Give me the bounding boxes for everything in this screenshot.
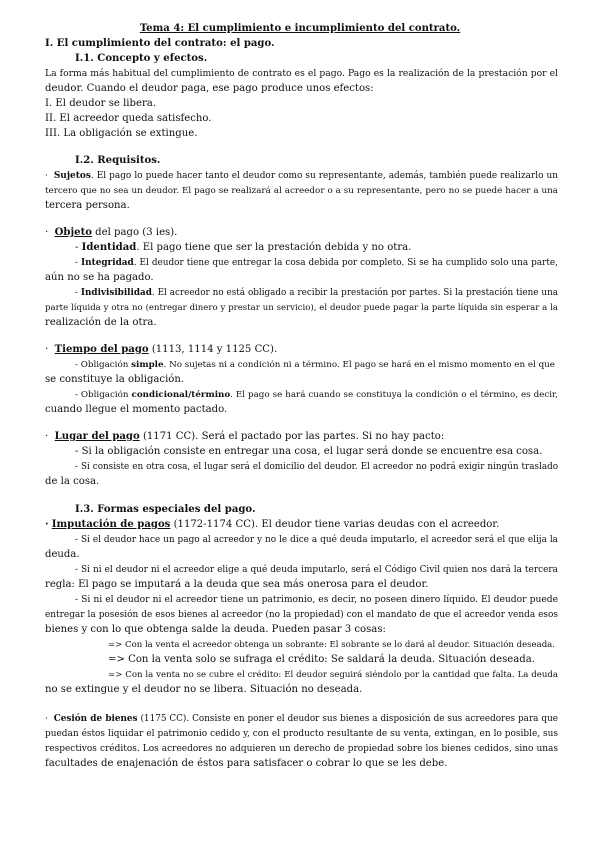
paragraph-line bbox=[45, 518, 558, 533]
text: . El acreedor no está obligado a recibir la prestación por partes. Si la prestación tiene una bbox=[151, 288, 558, 298]
result-item: => Con la venta solo se sufraga el crédito: Se saldará la deuda. Situación deseada. bbox=[108, 654, 535, 665]
dash: - bbox=[75, 258, 81, 268]
text: (1171 CC). Será el pactado por las partes. Si no hay pacto: bbox=[139, 431, 445, 442]
paragraph-line: se constituye la obligación. bbox=[45, 374, 185, 385]
term: Identidad bbox=[81, 242, 137, 253]
paragraph-line bbox=[75, 286, 558, 301]
paragraph-line bbox=[75, 358, 558, 373]
paragraph-line bbox=[75, 241, 558, 256]
term: Integridad bbox=[80, 258, 134, 268]
text: . El pago lo puede hacer tanto el deudor como su representante, además, también puede realizarlo un bbox=[90, 171, 558, 181]
paragraph-line: - Si ni el deudor ni el acreedor tiene un patrimonio, es decir, no poseen dinero líquido. El deudor puede bbox=[75, 595, 558, 605]
subsection-heading: I.1. Concepto y efectos. bbox=[75, 53, 208, 64]
effect-item: III. La obligación se extingue. bbox=[45, 128, 198, 139]
bullet: · bbox=[45, 431, 49, 442]
paragraph-line: - Si consiste en otra cosa, el lugar será el domicilio del deudor. El acreedor no podrá exigir ningún traslado bbox=[75, 462, 558, 472]
document-title: Tema 4: El cumplimiento e incumplimiento del contrato. bbox=[139, 23, 461, 34]
effect-item: I. El deudor se libera. bbox=[45, 98, 157, 109]
paragraph-line bbox=[45, 169, 558, 184]
dash: - bbox=[75, 288, 81, 298]
text: del pago (3 ies). bbox=[91, 227, 178, 238]
term: condicional/término bbox=[131, 390, 231, 400]
paragraph-line: tercera persona. bbox=[45, 200, 130, 211]
subsection-heading: I.2. Requisitos. bbox=[75, 155, 161, 166]
paragraph-line: cuando llegue el momento pactado. bbox=[45, 404, 228, 415]
paragraph-line: respectivos créditos. Los acreedores no adquieren un derecho de propiedad sobre los bienes cedidos, sino unas bbox=[45, 744, 558, 754]
bullet: · bbox=[45, 171, 48, 181]
text: . El pago tiene que ser la prestación debida y no otra. bbox=[136, 242, 412, 253]
paragraph-line: tercero que no sea un deudor. El pago se realizará al acreedor o a su representante, pero no se puede hacer a una bbox=[45, 186, 558, 196]
text: (1172-1174 CC). El deudor tiene varias deudas con el acreedor. bbox=[170, 519, 500, 530]
paragraph-line: puedan éstos liquidar el patrimonio cedido y, con el producto resultante de su venta, extingan, en lo posible, sus bbox=[45, 729, 558, 739]
paragraph-line bbox=[45, 712, 558, 727]
paragraph-line: bienes y con lo que obtenga salde la deuda. Pueden pasar 3 cosas: bbox=[45, 624, 386, 635]
bullet: · bbox=[45, 344, 49, 355]
bullet: · bbox=[45, 714, 48, 724]
dash: - bbox=[75, 242, 82, 253]
text: . No sujetas ni a condición ni a término. El pago se hará en el mismo momento en el que bbox=[163, 360, 555, 370]
paragraph-line bbox=[45, 343, 558, 358]
paragraph-line bbox=[45, 226, 558, 241]
paragraph-line: entregar la posesión de esos bienes al acreedor (no la propiedad) con el mandato de que el acreedor venda esos bbox=[45, 610, 558, 620]
paragraph-line bbox=[45, 430, 558, 445]
text: . El deudor tiene que entregar la cosa debida por completo. Si se ha cumplido solo una parte, bbox=[133, 258, 558, 268]
text: - Obligación bbox=[75, 360, 132, 370]
paragraph-line: deuda. bbox=[45, 549, 80, 560]
bullet: · bbox=[45, 519, 49, 530]
paragraph-line bbox=[75, 388, 558, 403]
paragraph-line: parte líquida y otra no (entregar dinero y prestar un servicio), el deudor puede pagar la parte líquida sin esperar a la bbox=[45, 303, 558, 313]
section-heading: I. El cumplimiento del contrato: el pago. bbox=[45, 38, 275, 49]
text: - Obligación bbox=[75, 390, 132, 400]
term: Sujetos bbox=[53, 171, 91, 181]
term: Indivisibilidad bbox=[80, 288, 152, 298]
paragraph-line: La forma más habitual del cumplimiento de contrato es el pago. Pago es la realización de la prestación por el bbox=[45, 68, 558, 79]
term: Imputación de pagos bbox=[51, 519, 171, 530]
term: Tiempo del pago bbox=[54, 344, 149, 355]
text: (1113, 1114 y 1125 CC). bbox=[148, 344, 278, 355]
paragraph-line: - Si el deudor hace un pago al acreedor y no le dice a qué deuda imputarlo, el acreedor será el que elija la bbox=[75, 535, 558, 545]
paragraph-line: aún no se ha pagado. bbox=[45, 272, 154, 283]
paragraph-line: - Si la obligación consiste en entregar una cosa, el lugar será donde se encuentre esa cosa. bbox=[75, 446, 543, 457]
paragraph-line: realización de la otra. bbox=[45, 317, 157, 328]
paragraph-line: regla: El pago se imputará a la deuda que sea más onerosa para el deudor. bbox=[45, 579, 429, 590]
paragraph-line: no se extingue y el deudor no se libera. Situación no deseada. bbox=[45, 684, 363, 695]
term: simple bbox=[131, 360, 164, 370]
paragraph-line: deudor. Cuando el deudor paga, ese pago produce unos efectos: bbox=[45, 83, 374, 94]
paragraph-line bbox=[75, 256, 558, 271]
paragraph-line: facultades de enajenación de éstos para satisfacer o cobrar lo que se les debe. bbox=[45, 758, 448, 769]
term: Objeto bbox=[54, 227, 92, 238]
text: (1175 CC). Consiste en poner el deudor sus bienes a disposición de sus acreedores para que bbox=[137, 714, 558, 724]
subsection-heading: I.3. Formas especiales del pago. bbox=[75, 504, 256, 515]
bullet: · bbox=[45, 227, 49, 238]
effect-item: II. El acreedor queda satisfecho. bbox=[45, 113, 212, 124]
paragraph-line: de la cosa. bbox=[45, 476, 100, 487]
text: . El pago se hará cuando se constituya la condición o el término, es decir, bbox=[230, 390, 558, 400]
result-item: => Con la venta el acreedor obtenga un sobrante: El sobrante se lo dará al deudor. Situación deseada. bbox=[108, 640, 555, 650]
term: Lugar del pago bbox=[54, 431, 140, 442]
paragraph-line: - Si ni el deudor ni el acreedor elige a qué deuda imputarlo, será el Código Civil quien nos dará la tercera bbox=[75, 565, 558, 575]
result-item: => Con la venta no se cubre el crédito: El deudor seguirá siéndolo por la cantidad que falta. La deuda bbox=[108, 670, 558, 680]
term: Cesión de bienes bbox=[53, 714, 138, 724]
